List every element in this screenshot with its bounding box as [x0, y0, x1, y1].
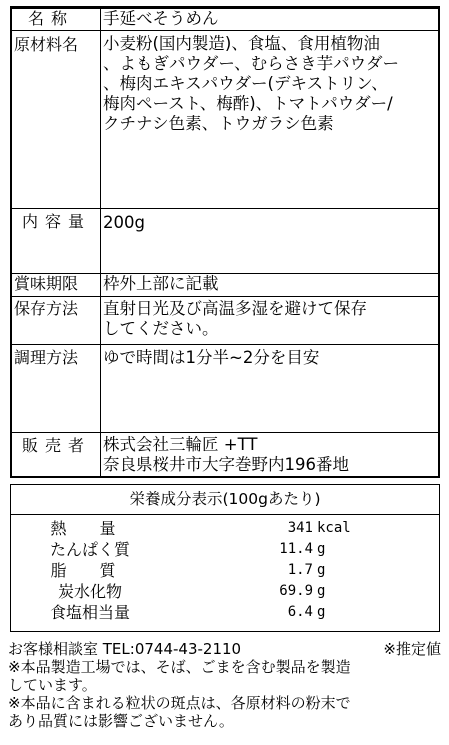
nutrition-facts-table [10, 484, 440, 632]
nutrition-value: 6.4 [287, 604, 313, 620]
nutrition-unit: g [317, 604, 326, 620]
footer-note: ※本品に含まれる粒状の斑点は、各原材料の粉末で [8, 694, 351, 712]
footer-note: しています。 [8, 676, 97, 694]
nutrition-title: 栄養成分表示(100gあたり) [11, 485, 439, 515]
seller-head: 販売者 [12, 433, 101, 478]
storage-row [12, 297, 438, 345]
best-before-row [12, 274, 438, 297]
footer-note: ※本品製造工場では、そば、ごまを含む製品を製造 [8, 658, 351, 676]
nutrition-label: 熱 量 [50, 519, 130, 538]
estimate-note: ※推定値 [383, 640, 441, 658]
product-label-table [10, 6, 440, 478]
cooking-value: ゆで時間は1分半~2分を目安 [103, 348, 320, 367]
seller-line: 奈良県桜井市大字巻野内196番地 [103, 455, 349, 474]
ingredients-line: クチナシ色素、トウガラシ色素 [103, 114, 334, 133]
ingredients-line: 、よもぎパウダー、むらさき芋パウダー [103, 54, 400, 73]
content-head: 内容量 [12, 209, 101, 273]
nutrition-value: 11.4 [279, 541, 313, 557]
contact-line: お客様相談室 TEL:0744-43-2110 [8, 640, 242, 658]
content-row [12, 209, 438, 274]
seller-line: 株式会社三輪匠 +TT [103, 435, 258, 454]
nutrition-unit: kcal [317, 520, 351, 536]
footer-note: あり品質には影響ございません。 [8, 712, 234, 730]
best-before-value: 枠外上部に記載 [103, 274, 219, 293]
seller-value [102, 433, 438, 478]
cooking-head: 調理方法 [12, 345, 101, 432]
nutrition-unit: g [317, 562, 326, 578]
nutrition-unit: g [317, 583, 326, 599]
storage-head: 保存方法 [12, 297, 101, 344]
best-before-head: 賞味期限 [12, 274, 101, 296]
ingredients-line: 小麦粉(国内製造)、食塩、食用植物油 [103, 34, 380, 53]
nutrition-label: 食塩相当量 [49, 603, 130, 622]
nutrition-value: 69.9 [279, 583, 313, 599]
ingredients-line: 梅肉ペースト、梅酢)、トマトパウダー/ [103, 94, 393, 113]
nutrition-label: 脂 質 [50, 561, 130, 580]
ingredients-line: 、梅肉エキスパウダー(デキストリン、 [103, 74, 388, 93]
seller-row [12, 433, 438, 478]
nutrition-label: 炭水化物 [57, 582, 122, 601]
content-value: 200g [103, 213, 145, 232]
storage-value [102, 297, 438, 344]
name-value: 手延べそうめん [103, 9, 219, 28]
cooking-row [12, 345, 438, 433]
name-row [12, 9, 438, 31]
storage-line: してください。 [103, 319, 219, 338]
nutrition-value: 1.7 [287, 562, 313, 578]
name-head: 名称 [12, 9, 101, 30]
ingredients-value [102, 31, 438, 208]
nutrition-label: たんぱく質 [49, 540, 130, 559]
ingredients-head: 原材料名 [12, 31, 101, 208]
nutrition-unit: g [317, 541, 326, 557]
nutrition-value: 341 [287, 520, 313, 536]
ingredients-row [12, 31, 438, 209]
storage-line: 直射日光及び高温多湿を避けて保存 [103, 299, 367, 318]
